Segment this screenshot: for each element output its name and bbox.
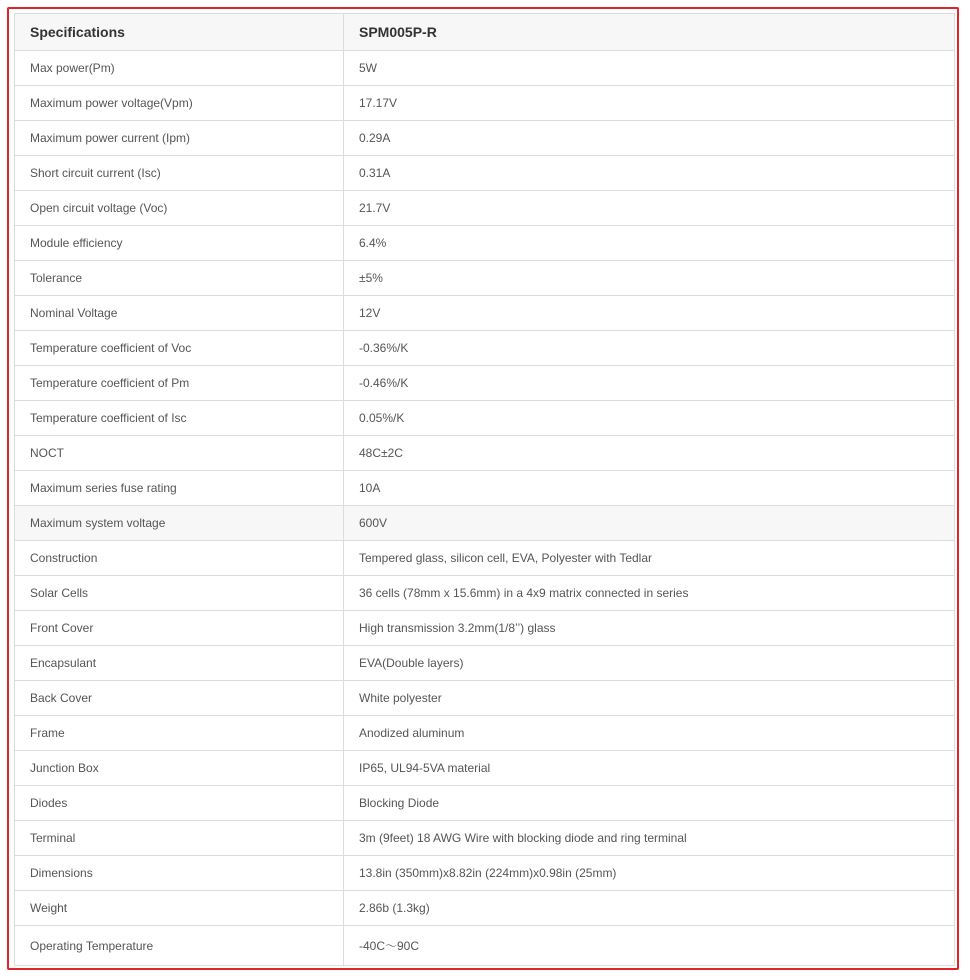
spec-value: 48C±2C (344, 436, 955, 471)
spec-label: Dimensions (15, 856, 344, 891)
table-row (15, 436, 955, 471)
spec-value: IP65, UL94-5VA material (344, 751, 955, 786)
spec-value: Blocking Diode (344, 786, 955, 821)
spec-value: White polyester (344, 681, 955, 716)
spec-label: Maximum series fuse rating (15, 471, 344, 506)
spec-value: 36 cells (78mm x 15.6mm) in a 4x9 matrix connected in series (344, 576, 955, 611)
spec-label: Temperature coefficient of Isc (15, 401, 344, 436)
table-row (15, 51, 955, 86)
spec-value: -0.46%/K (344, 366, 955, 401)
table-header-row (15, 14, 955, 51)
table-row (15, 821, 955, 856)
spec-label: Terminal (15, 821, 344, 856)
spec-value: 10A (344, 471, 955, 506)
spec-label: Maximum system voltage (15, 506, 344, 541)
table-row (15, 576, 955, 611)
spec-value: 0.05%/K (344, 401, 955, 436)
spec-label: Encapsulant (15, 646, 344, 681)
spec-value: EVA(Double layers) (344, 646, 955, 681)
spec-label: Open circuit voltage (Voc) (15, 191, 344, 226)
table-row (15, 646, 955, 681)
spec-value: Tempered glass, silicon cell, EVA, Polyester with Tedlar (344, 541, 955, 576)
spec-value: -0.36%/K (344, 331, 955, 366)
table-row (15, 156, 955, 191)
spec-label: Maximum power voltage(Vpm) (15, 86, 344, 121)
spec-label: NOCT (15, 436, 344, 471)
table-row (15, 86, 955, 121)
spec-value: Anodized aluminum (344, 716, 955, 751)
table-row (15, 471, 955, 506)
header-specifications: Specifications (15, 14, 344, 51)
spec-label: Weight (15, 891, 344, 926)
spec-value: 13.8in (350mm)x8.82in (224mm)x0.98in (25mm) (344, 856, 955, 891)
spec-label: Operating Temperature (15, 926, 344, 966)
header-model: SPM005P-R (344, 14, 955, 51)
spec-label: Frame (15, 716, 344, 751)
table-row (15, 366, 955, 401)
table-row (15, 261, 955, 296)
table-row (15, 611, 955, 646)
table-row (15, 926, 955, 966)
table-row (15, 681, 955, 716)
spec-label: Construction (15, 541, 344, 576)
spec-value: 0.29A (344, 121, 955, 156)
spec-label: Solar Cells (15, 576, 344, 611)
table-row (15, 331, 955, 366)
spec-value: 600V (344, 506, 955, 541)
spec-label: Temperature coefficient of Voc (15, 331, 344, 366)
specifications-table (14, 13, 955, 966)
spec-label: Module efficiency (15, 226, 344, 261)
spec-label: Front Cover (15, 611, 344, 646)
spec-value: 2.86b (1.3kg) (344, 891, 955, 926)
spec-value: 3m (9feet) 18 AWG Wire with blocking diode and ring terminal (344, 821, 955, 856)
table-row (15, 296, 955, 331)
spec-value: 17.17V (344, 86, 955, 121)
spec-label: Diodes (15, 786, 344, 821)
table-row (15, 541, 955, 576)
spec-value: 12V (344, 296, 955, 331)
spec-value: High transmission 3.2mm(1/8’’) glass (344, 611, 955, 646)
spec-value: 0.31A (344, 156, 955, 191)
spec-label: Maximum power current (Ipm) (15, 121, 344, 156)
table-row (15, 786, 955, 821)
spec-value: ±5% (344, 261, 955, 296)
spec-label: Temperature coefficient of Pm (15, 366, 344, 401)
table-row (15, 121, 955, 156)
table-row (15, 856, 955, 891)
table-row (15, 891, 955, 926)
spec-label: Back Cover (15, 681, 344, 716)
spec-value: -40C～90C (344, 926, 955, 966)
table-row (15, 751, 955, 786)
spec-value: 5W (344, 51, 955, 86)
table-row (15, 226, 955, 261)
table-row (15, 401, 955, 436)
spec-label: Tolerance (15, 261, 344, 296)
spec-label: Max power(Pm) (15, 51, 344, 86)
spec-value: 21.7V (344, 191, 955, 226)
table-row (15, 191, 955, 226)
spec-label: Nominal Voltage (15, 296, 344, 331)
spec-label: Junction Box (15, 751, 344, 786)
spec-label: Short circuit current (Isc) (15, 156, 344, 191)
spec-value: 6.4% (344, 226, 955, 261)
table-row (15, 716, 955, 751)
table-row-hovered (15, 506, 955, 541)
